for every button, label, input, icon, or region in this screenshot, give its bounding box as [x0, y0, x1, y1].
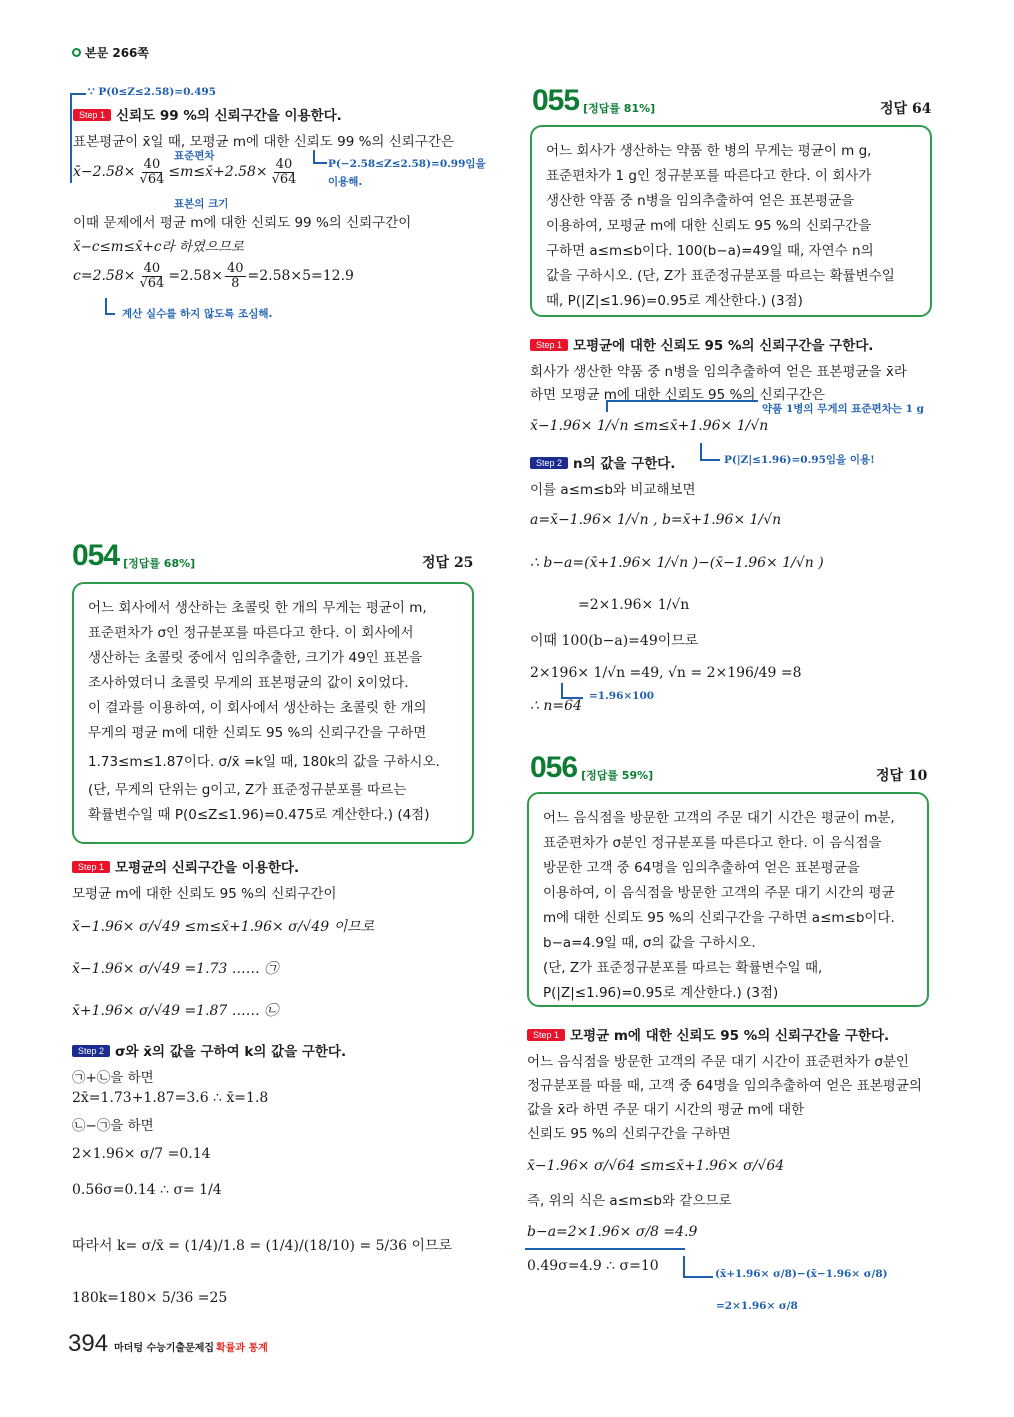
problem-box: 어느 회사에서 생산하는 초콜릿 한 개의 무게는 평균이 m, 표준편차가 σ인 정규분포를 따른다고 한다. 이 회사에서 생산하는 초콜릿 중에서 임의추출한, 크기가 49인 표본을 조사하였더니 초콜릿 무게의 표본평균의 값이 x̄이었다. 이 결과를 이용하여, 이 회사에서 생산하는 초콜릿 한 개의 무게의 평균 m에 대한 신뢰도 95 %의 신뢰구간을 구하면 1.73≤m≤1.87이다. σ/x̄ =k일 때, 180k의 값을 구하시오. (단, 무게의 단위는 g이고, Z가 표준정규분포를 따르는 확률변수일 때 P(0≤Z≤1.96)=0.475로 계산한다.) (4점)	[72, 582, 474, 844]
annotation-arrow	[606, 400, 758, 412]
answer: 정답 25	[422, 555, 474, 571]
c-calculation: c=2.58× $\frac{40}{√64}$ =2.58× $\frac{40}{8}$ =2.58×5=12.9	[73, 261, 354, 291]
solution-equation: 2x̄=1.73+1.87=3.6 ∴ x̄=1.8	[72, 1090, 269, 1106]
step1-badge: Step 1	[527, 1029, 565, 1041]
annotation-arrow	[700, 443, 720, 461]
problem-box: 어느 음식점을 방문한 고객의 주문 대기 시간은 평균이 m분, 표준편차가 σ분인 정규분포를 따른다고 한다. 이 음식점을 방문한 고객 중 64명을 임의추출하여 얻은 표본평균을 이용하여, 이 음식점을 방문한 고객의 주문 대기 시간의 평균 m에 대한 신뢰도 95 %의 신뢰구간을 구하면 a≤m≤b이다. b−a=4.9일 때, σ의 값을 구하시오. (단, Z가 표준정규분포를 따르는 확률변수일 때, P(|Z|≤1.96)=0.95로 계산한다.) (3점)	[527, 792, 929, 1007]
final-answer-equation: 0.49σ=4.9 ∴ σ=10	[527, 1258, 659, 1274]
problem-header	[532, 86, 655, 116]
solution-line: 즉, 위의 식은 a≤m≤b와 같으므로	[527, 1193, 732, 1209]
solution-line: ㉠+㉡을 하면	[72, 1070, 154, 1086]
annotation-196: =1.96×100	[589, 690, 655, 702]
solution-equation: =2×1.96× 1/√n	[578, 597, 690, 613]
step2-heading: Step 2 σ와 x̄의 값을 구하여 k의 값을 구한다.	[72, 1040, 346, 1060]
step1-heading: Step 1 모평균에 대한 신뢰도 95 %의 신뢰구간을 구한다.	[530, 334, 873, 354]
equation-1: x̄−1.96× σ/√49 =1.73 …… ㉠	[72, 961, 279, 977]
solution-line: x̄−c≤m≤x̄+c라 하였으므로	[73, 239, 244, 255]
annotation-prob2: 이용해.	[328, 176, 363, 188]
answer: 정답 10	[876, 768, 928, 784]
solution-equation: a=x̄−1.96× 1/√n , b=x̄+1.96× 1/√n	[530, 512, 782, 528]
fraction: $\frac{40}{√64}$	[139, 157, 165, 187]
solution-equation: 2×1.96× σ/7 =0.14	[72, 1146, 211, 1162]
solution-line: 표본평균이 x̄일 때, 모평균 m에 대한 신뢰도 99 %의 신뢰구간은	[73, 134, 454, 150]
page-ref-text: 본문 266쪽	[85, 46, 150, 60]
underline-divider	[525, 1248, 685, 1250]
step1-badge: Step 1	[530, 339, 568, 351]
step2-badge: Step 2	[530, 457, 568, 469]
solution-line: 하면 모평균 m에 대한 신뢰도 95 %의 신뢰구간은	[530, 387, 825, 403]
annotation-expansion: (x̄+1.96× σ/8)−(x̄−1.96× σ/8)	[715, 1268, 888, 1280]
step2-heading: Step 2 n의 값을 구한다.	[530, 452, 675, 472]
solution-equation: x̄−1.96× σ/√64 ≤m≤x̄+1.96× σ/√64	[527, 1158, 785, 1174]
equation-2: x̄+1.96× σ/√49 =1.87 …… ㉡	[72, 1003, 279, 1019]
step1-badge: Step 1	[73, 109, 111, 121]
annotation-careful: 계산 실수를 하지 않도록 조심해.	[122, 308, 273, 320]
annotation-std: 표준편차	[174, 150, 215, 162]
solution-line: ㉡−㉠을 하면	[72, 1118, 154, 1134]
correct-rate: [정답률 81%]	[583, 102, 656, 115]
annotation-arrow	[313, 150, 327, 164]
solution-line: 모평균 m에 대한 신뢰도 95 %의 신뢰구간이	[72, 886, 337, 902]
annotation-arrow	[105, 298, 115, 315]
problem-number: 054	[72, 539, 120, 572]
step1-heading: Step 1 모평균 m에 대한 신뢰도 95 %의 신뢰구간을 구한다.	[527, 1024, 889, 1044]
solution-equation: 2×196× 1/√n =49, √n = 2×196/49 =8	[530, 665, 802, 681]
annotation-p-0-2.58: ∵ P(0≤Z≤2.58)=0.495	[88, 86, 216, 98]
solution-equation: 따라서 k= σ/x̄ = (1/4)/1.8 = (1/4)/(18/10) = 5/36 이므로	[72, 1238, 453, 1254]
final-answer-equation: ∴ n=64	[530, 698, 582, 714]
fraction: $\frac{40}{√64}$	[271, 157, 297, 187]
problem-number: 056	[530, 751, 578, 784]
problem-box: 어느 회사가 생산하는 약품 한 병의 무게는 평균이 m g, 표준편차가 1 g인 정규분포를 따른다고 한다. 이 회사가 생산한 약품 중 n병을 임의추출하여 얻은 표본평균을 이용하여, 모평균 m에 대한 신뢰도 95 %의 신뢰구간을 구하면 a≤m≤b이다. 100(b−a)=49일 때, 자연수 n의 값을 구하시오. (단, Z가 표준정규분포를 따르는 확률변수일 때, P(|Z|≤1.96)=0.95로 계산한다.) (3점)	[530, 125, 932, 317]
solution-line: 이를 a≤m≤b와 비교해보면	[530, 482, 696, 498]
annotation-arrow	[561, 683, 583, 699]
solution-equation: x̄−1.96× 1/√n ≤m≤x̄+1.96× 1/√n	[530, 418, 769, 434]
subject-label: 확률과 통계	[216, 1343, 268, 1354]
solution-equation: x̄−1.96× σ/√49 ≤m≤x̄+1.96× σ/√49 이므로	[72, 919, 375, 935]
annotation-std-1g: 약품 1병의 무게의 표준편차는 1 g	[762, 403, 924, 415]
solution-line: 이때 100(b−a)=49이므로	[530, 633, 699, 649]
annotation-arrow	[683, 1256, 713, 1278]
correct-rate: [정답률 59%]	[581, 769, 654, 782]
problem-header	[72, 541, 195, 571]
solution-line: 회사가 생산한 약품 중 n병을 임의추출하여 얻은 표본평균을 x̄라	[530, 364, 907, 380]
solution-line: 신뢰도 95 %의 신뢰구간을 구하면	[527, 1126, 731, 1142]
problem-number: 055	[532, 84, 580, 117]
step1-heading: Step 1 모평균의 신뢰구간을 이용한다.	[72, 856, 299, 876]
solution-line: 값을 x̄라 하면 주문 대기 시간의 평균 m에 대한	[527, 1102, 805, 1118]
correct-rate: [정답률 68%]	[123, 557, 196, 570]
solution-line: 이때 문제에서 평균 m에 대한 신뢰도 99 %의 신뢰구간이	[73, 215, 412, 231]
problem-header	[530, 753, 653, 783]
final-answer-equation: 180k=180× 5/36 =25	[72, 1290, 228, 1306]
solution-equation: ∴ b−a=(x̄+1.96× 1/√n )−(x̄−1.96× 1/√n )	[530, 555, 824, 571]
page-number: 394	[68, 1330, 109, 1357]
answer: 정답 64	[880, 101, 932, 117]
annotation-result: =2×1.96× σ/8	[716, 1300, 798, 1312]
confidence-interval-99: x̄−2.58× $\frac{40}{√64}$ ≤m≤x̄+2.58× $\frac{40}{√64}$	[73, 157, 297, 187]
book-title: 마더텅 수능기출문제집	[114, 1343, 215, 1354]
solution-equation: b−a=2×1.96× σ/8 =4.9	[527, 1224, 698, 1240]
step1-heading: Step 1 신뢰도 99 %의 신뢰구간을 이용한다.	[73, 104, 342, 124]
circle-bullet-icon	[72, 48, 81, 57]
annotation-prob: P(|Z|≤1.96)=0.95임을 이용!	[724, 454, 875, 466]
annotation-sample-size: 표본의 크기	[174, 198, 229, 210]
page-reference	[72, 44, 149, 61]
step2-badge: Step 2	[72, 1045, 110, 1057]
step1-badge: Step 1	[72, 861, 110, 873]
solution-equation: 0.56σ=0.14 ∴ σ= 1/4	[72, 1182, 222, 1198]
solution-line: 어느 음식점을 방문한 고객의 주문 대기 시간이 표준편차가 σ분인	[527, 1054, 909, 1070]
annotation-prob: P(−2.58≤Z≤2.58)=0.99임을	[328, 158, 486, 170]
solution-line: 정규분포를 따를 때, 고객 중 64명을 임의추출하여 얻은 표본평균의	[527, 1078, 922, 1094]
